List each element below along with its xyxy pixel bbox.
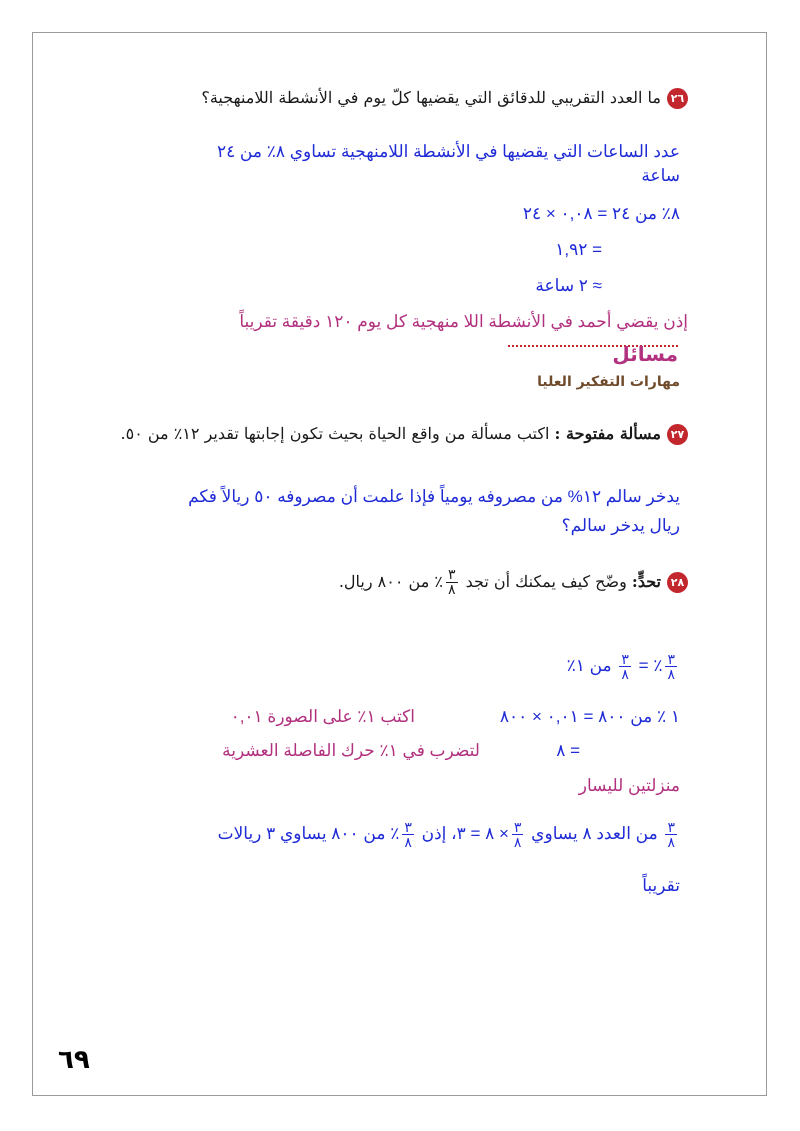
question-number-badge: ٢٨ (667, 572, 688, 593)
fraction: $\frac{٣}{٨}$ (667, 819, 675, 851)
answer-line: = ١,٩٢ (555, 240, 602, 259)
answer-line: ساعة (641, 166, 680, 185)
conclusion-text: إذن يقضي أحمد في الأنشطة اللا منهجية كل يوم ١٢٠ دقيقة تقريباً (239, 312, 688, 331)
question-text: اكتب مسألة من واقع الحياة بحيث تكون إجابتها تقدير ١٢٪ من ٥٠. (120, 424, 550, 443)
answer-line-1: $\frac{٣}{٨}$ ٪ = $\frac{٣}{٨}$ من ١٪ (566, 651, 675, 683)
answer-line-6: تقريباً (642, 876, 680, 895)
answer-note: اكتب ١٪ على الصورة ٠,٠١ (230, 707, 415, 726)
question-27 (121, 423, 689, 445)
question-text: ما العدد التقريبي للدقائق التي يقضيها كلّ يوم في الأنشطة اللامنهجية؟ (201, 88, 661, 107)
fraction: $\frac{٣}{٨}$ (447, 567, 456, 598)
question-text: ٪ من ٨٠٠ ريال. (338, 572, 443, 591)
answer-line-5: $\frac{٣}{٨}$ من العدد ٨ يساوي $\frac{٣}{٨}$ × ٨ = ٣، إذن $\frac{٣}{٨}$ ٪ من ٨٠٠ يساوي ٣ ريالات (217, 819, 675, 851)
answer-note: منزلتين لليسار (578, 776, 680, 795)
question-28 (339, 568, 688, 597)
fraction: $\frac{٣}{٨}$ (513, 819, 522, 851)
question-text: وضّح كيف يمكنك أن تجد (465, 572, 627, 591)
answer-line: ≈ ٢ ساعة (535, 276, 602, 295)
answer-line: عدد الساعات التي يقضيها في الأنشطة اللامنهجية تساوي ٨٪ من ٢٤ (216, 142, 680, 161)
section-title: مسائل (612, 342, 678, 366)
answer-line: يدخر سالم ١٢% من مصروفه يومياً فإذا علمت أن مصروفه ٥٠ ريالاً فكم (188, 487, 680, 506)
fraction: $\frac{٣}{٨}$ (621, 651, 629, 683)
answer-note: لتضرب في ١٪ حرك الفاصلة العشرية (222, 741, 480, 760)
answer-line: ٨٪ من ٢٤ = ٠,٠٨ × ٢٤ (522, 204, 680, 223)
fraction: $\frac{٣}{٨}$ (404, 819, 412, 851)
answer-line-3: = ٨ (556, 741, 580, 760)
question-label: مسألة مفتوحة : (554, 424, 661, 443)
question-number-badge: ٢٦ (667, 88, 688, 109)
question-number-badge: ٢٧ (667, 424, 688, 445)
question-26 (201, 87, 688, 109)
answer-line: ريال يدخر سالم؟ (561, 516, 680, 535)
answer-line-2: ١ ٪ من ٨٠٠ = ٠,٠١ × ٨٠٠ (499, 707, 680, 726)
page-frame (32, 32, 767, 1096)
question-label: تحدٍّ: (631, 572, 661, 591)
page-number: ٦٩ (58, 1045, 90, 1075)
section-subtitle: مهارات التفكير العليا (537, 374, 680, 390)
fraction: $\frac{٣}{٨}$ (667, 651, 675, 683)
